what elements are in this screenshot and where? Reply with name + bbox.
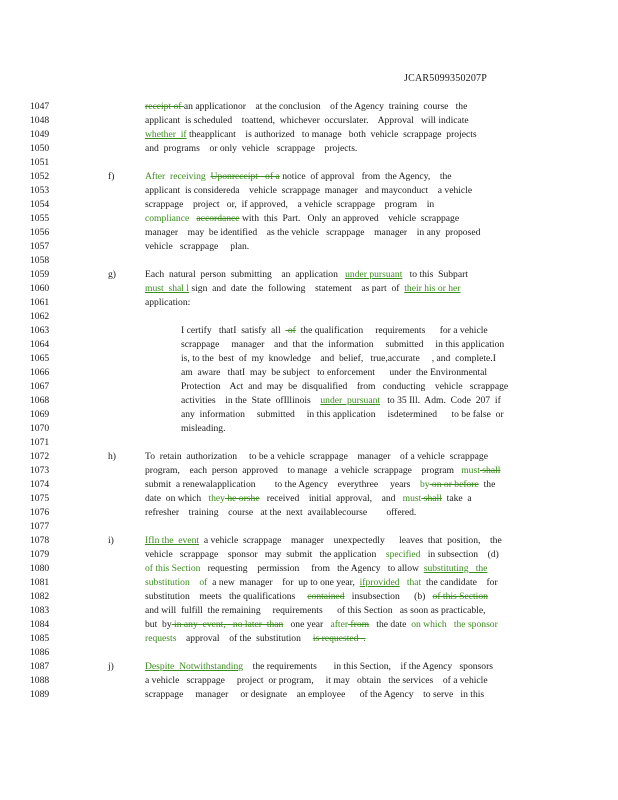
line-number: 1066 <box>30 367 50 378</box>
line-text <box>145 493 472 505</box>
text-segment: date on which <box>145 493 209 504</box>
line-text <box>145 143 357 155</box>
line-number: 1054 <box>30 199 50 210</box>
inserted-text: of this Section <box>145 563 201 574</box>
text-segment: the <box>478 479 496 490</box>
line-text <box>145 185 472 197</box>
line-number: 1067 <box>30 381 50 392</box>
inserted-text: must <box>402 493 422 504</box>
text-segment: program, each person approved to manage a vehicle scrappage program <box>145 465 462 476</box>
line-text <box>145 297 190 309</box>
inserted-text: on which the sponsor <box>411 619 498 630</box>
text-segment: application: <box>145 297 191 308</box>
text-segment: the qualification requirements for a vehicle <box>295 325 488 336</box>
line-text <box>145 283 460 295</box>
text-segment: manager may be identified as the vehicle scrappage manager in any proposed <box>145 227 481 238</box>
line-number: 1060 <box>30 283 50 294</box>
text-segment: the date <box>369 619 412 630</box>
line-text <box>145 115 469 127</box>
text-segment: in subsection (d) <box>420 549 499 560</box>
line-text <box>145 535 502 547</box>
line-number: 1055 <box>30 213 50 224</box>
inserted-text: whether if <box>145 129 187 140</box>
inserted-text: ifprovided <box>359 577 400 588</box>
document-id: JCAR5099350207P <box>404 73 488 84</box>
inserted-text: Despite Notwithstanding <box>145 661 244 672</box>
line-number: 1053 <box>30 185 50 196</box>
text-segment: scrappage manager and that the information submitted in this application <box>181 339 505 350</box>
line-number: 1068 <box>30 395 50 406</box>
line-number: 1071 <box>30 437 50 448</box>
subsection-label: j) <box>108 661 114 672</box>
deleted-text: shall <box>479 465 501 476</box>
line-number: 1052 <box>30 171 50 182</box>
line-number: 1085 <box>30 633 50 644</box>
text-segment: any information submitted in this application isdetermined to be false or <box>181 409 504 420</box>
text-segment: and programs or only vehicle scrappage projects. <box>145 143 358 154</box>
text-segment <box>400 577 407 588</box>
text-segment: applicant is scheduled toattend, whichever occurslater. Approval will indicate <box>145 115 469 126</box>
line-number: 1059 <box>30 269 50 280</box>
line-text <box>145 563 487 575</box>
line-number: 1075 <box>30 493 50 504</box>
text-segment: is, to the best of my knowledge and belief, true,accurate , and complete.I <box>181 353 496 364</box>
inserted-text: After receiving <box>145 171 211 182</box>
line-text <box>145 633 366 645</box>
line-number: 1047 <box>30 101 50 112</box>
text-segment: I certify thatI satisfy all <box>181 325 286 336</box>
line-text <box>145 605 486 617</box>
line-number: 1088 <box>30 675 50 686</box>
line-number: 1069 <box>30 409 50 420</box>
deleted-text: is requested . <box>312 633 366 644</box>
line-number: 1050 <box>30 143 50 154</box>
line-number: 1076 <box>30 507 50 518</box>
text-segment: take a <box>441 493 472 504</box>
line-text <box>145 465 500 477</box>
inserted-text: under pursuant <box>320 395 381 406</box>
line-number: 1061 <box>30 297 50 308</box>
line-number: 1073 <box>30 465 50 476</box>
line-text <box>145 549 499 561</box>
line-text <box>145 101 467 113</box>
inserted-text: they <box>208 493 225 504</box>
line-number: 1083 <box>30 605 50 616</box>
line-text <box>181 325 488 337</box>
deleted-text: contained <box>307 591 345 602</box>
line-text <box>145 199 434 211</box>
text-segment: refresher training course at the next availablecourse offered. <box>145 507 417 518</box>
inserted-text: that <box>406 577 422 588</box>
inserted-text: specified <box>385 549 421 560</box>
subsection-label: i) <box>108 535 114 546</box>
text-segment: submit a renewalapplication to the Agency everythree years <box>145 479 420 490</box>
subsection-label: f) <box>108 171 115 182</box>
line-text <box>145 269 468 281</box>
line-text <box>181 395 501 407</box>
text-segment: but by <box>145 619 172 630</box>
line-number: 1074 <box>30 479 50 490</box>
line-text <box>145 507 416 519</box>
text-segment: and will fulfill the remaining requirements of this Section as soon as practicable, <box>145 605 486 616</box>
deleted-text: he orshe <box>224 493 260 504</box>
text-segment: applicant is considereda vehicle scrappage manager and mayconduct a vehicle <box>145 185 473 196</box>
text-segment: insubsection (b) <box>344 591 433 602</box>
line-number: 1062 <box>30 311 50 322</box>
deleted-text: accordance <box>196 213 240 224</box>
line-number: 1048 <box>30 115 50 126</box>
text-segment: requesting permission from the Agency to allow <box>200 563 424 574</box>
line-number: 1058 <box>30 255 50 266</box>
line-text <box>181 367 487 379</box>
line-text <box>181 339 504 351</box>
inserted-text: requests <box>145 633 177 644</box>
text-segment: scrappage project or, if approved, a vehicle scrappage program in <box>145 199 435 210</box>
line-text <box>145 479 495 491</box>
inserted-text: IfIn the event <box>145 535 200 546</box>
line-text <box>145 227 480 239</box>
line-text <box>145 241 249 253</box>
line-number: 1049 <box>30 129 50 140</box>
text-segment: scrappage manager or designate an employee of the Agency to serve in this <box>145 689 485 700</box>
line-text <box>181 409 504 421</box>
line-number: 1063 <box>30 325 50 336</box>
line-text <box>145 171 452 183</box>
inserted-text: by <box>419 479 430 490</box>
inserted-text: must <box>461 465 480 476</box>
text-segment: activities in the State ofIllinois <box>181 395 321 406</box>
line-text <box>145 689 484 701</box>
inserted-text: compliance <box>145 213 197 224</box>
line-text <box>145 577 498 589</box>
line-number: 1082 <box>30 591 50 602</box>
line-number: 1065 <box>30 353 50 364</box>
text-segment: To retain authorization to be a vehicle scrappage manager of a vehicle scrappage <box>145 451 488 462</box>
line-text <box>181 381 508 393</box>
inserted-text: must shal l <box>145 283 189 294</box>
line-text <box>145 213 459 225</box>
text-segment: substitution meets the qualifications <box>145 591 308 602</box>
line-number: 1086 <box>30 647 50 658</box>
text-segment: sign and date the following statement as part of <box>188 283 405 294</box>
text-segment: a vehicle scrappage project or program, it may obtain the services of a vehicle <box>145 675 488 686</box>
text-segment: vehicle scrappage plan. <box>145 241 250 252</box>
line-number: 1056 <box>30 227 50 238</box>
line-number: 1081 <box>30 577 50 588</box>
line-number: 1057 <box>30 241 50 252</box>
text-segment: with this Part. Only an approved vehicle scrappage <box>239 213 460 224</box>
deleted-text: of <box>285 325 296 336</box>
subsection-label: h) <box>108 451 116 462</box>
line-text <box>145 451 488 463</box>
text-segment: the candidate for <box>421 577 498 588</box>
line-number: 1064 <box>30 339 50 350</box>
line-number: 1072 <box>30 451 50 462</box>
text-segment: misleading. <box>181 423 226 434</box>
inserted-text: substitution of <box>145 577 208 588</box>
text-segment: theapplicant is authorized to manage both vehicle scrappage projects <box>186 129 477 140</box>
text-segment: the requirements in this Section, if the Agency sponsors <box>243 661 493 672</box>
text-segment: Protection Act and may be disqualified from conducting vehicle scrappage <box>181 381 509 392</box>
text-segment: vehicle scrappage sponsor may submit the application <box>145 549 386 560</box>
text-segment: a vehicle scrappage manager unexpectedly leaves that position, the <box>199 535 502 546</box>
deleted-text: receipt of <box>145 101 184 112</box>
line-number: 1084 <box>30 619 50 630</box>
text-segment: a new manager for up to one year, <box>207 577 360 588</box>
text-segment: am aware thatI may be subject to enforcement under the Environmental <box>181 367 488 378</box>
line-number: 1077 <box>30 521 50 532</box>
text-segment: an applicationor at the conclusion of the Agency training course the <box>183 101 468 112</box>
line-number: 1070 <box>30 423 50 434</box>
line-text <box>145 129 477 141</box>
text-segment: to this Subpart <box>402 269 468 280</box>
text-segment: approval of the substitution <box>176 633 313 644</box>
text-segment: received initial approval, and <box>259 493 403 504</box>
deleted-text: in any event, no later than <box>171 619 284 630</box>
line-text <box>181 423 226 435</box>
line-number: 1078 <box>30 535 50 546</box>
line-text <box>145 675 488 687</box>
inserted-text: their his or her <box>404 283 461 294</box>
inserted-text: after <box>330 619 349 630</box>
line-number: 1080 <box>30 563 50 574</box>
line-number: 1079 <box>30 549 50 560</box>
line-number: 1089 <box>30 689 50 700</box>
line-text <box>145 619 498 631</box>
text-segment: to 35 Ill. Adm. Code 207 if <box>380 395 501 406</box>
text-segment: one year <box>283 619 331 630</box>
text-segment: Each natural person submitting an application <box>145 269 346 280</box>
deleted-text: shall <box>421 493 442 504</box>
line-text <box>145 661 493 673</box>
line-number: 1051 <box>30 157 50 168</box>
line-text <box>181 353 496 365</box>
line-text <box>145 591 488 603</box>
deleted-text: of this Section <box>432 591 488 602</box>
inserted-text: substituting the <box>423 563 488 574</box>
deleted-text: on or before <box>429 479 479 490</box>
deleted-text: from <box>348 619 370 630</box>
subsection-label: g) <box>108 269 116 280</box>
inserted-text: under pursuant <box>345 269 403 280</box>
text-segment: notice of approval from the Agency, the <box>279 171 452 182</box>
line-number: 1087 <box>30 661 50 672</box>
deleted-text: Uponreceipt of a <box>210 171 280 182</box>
